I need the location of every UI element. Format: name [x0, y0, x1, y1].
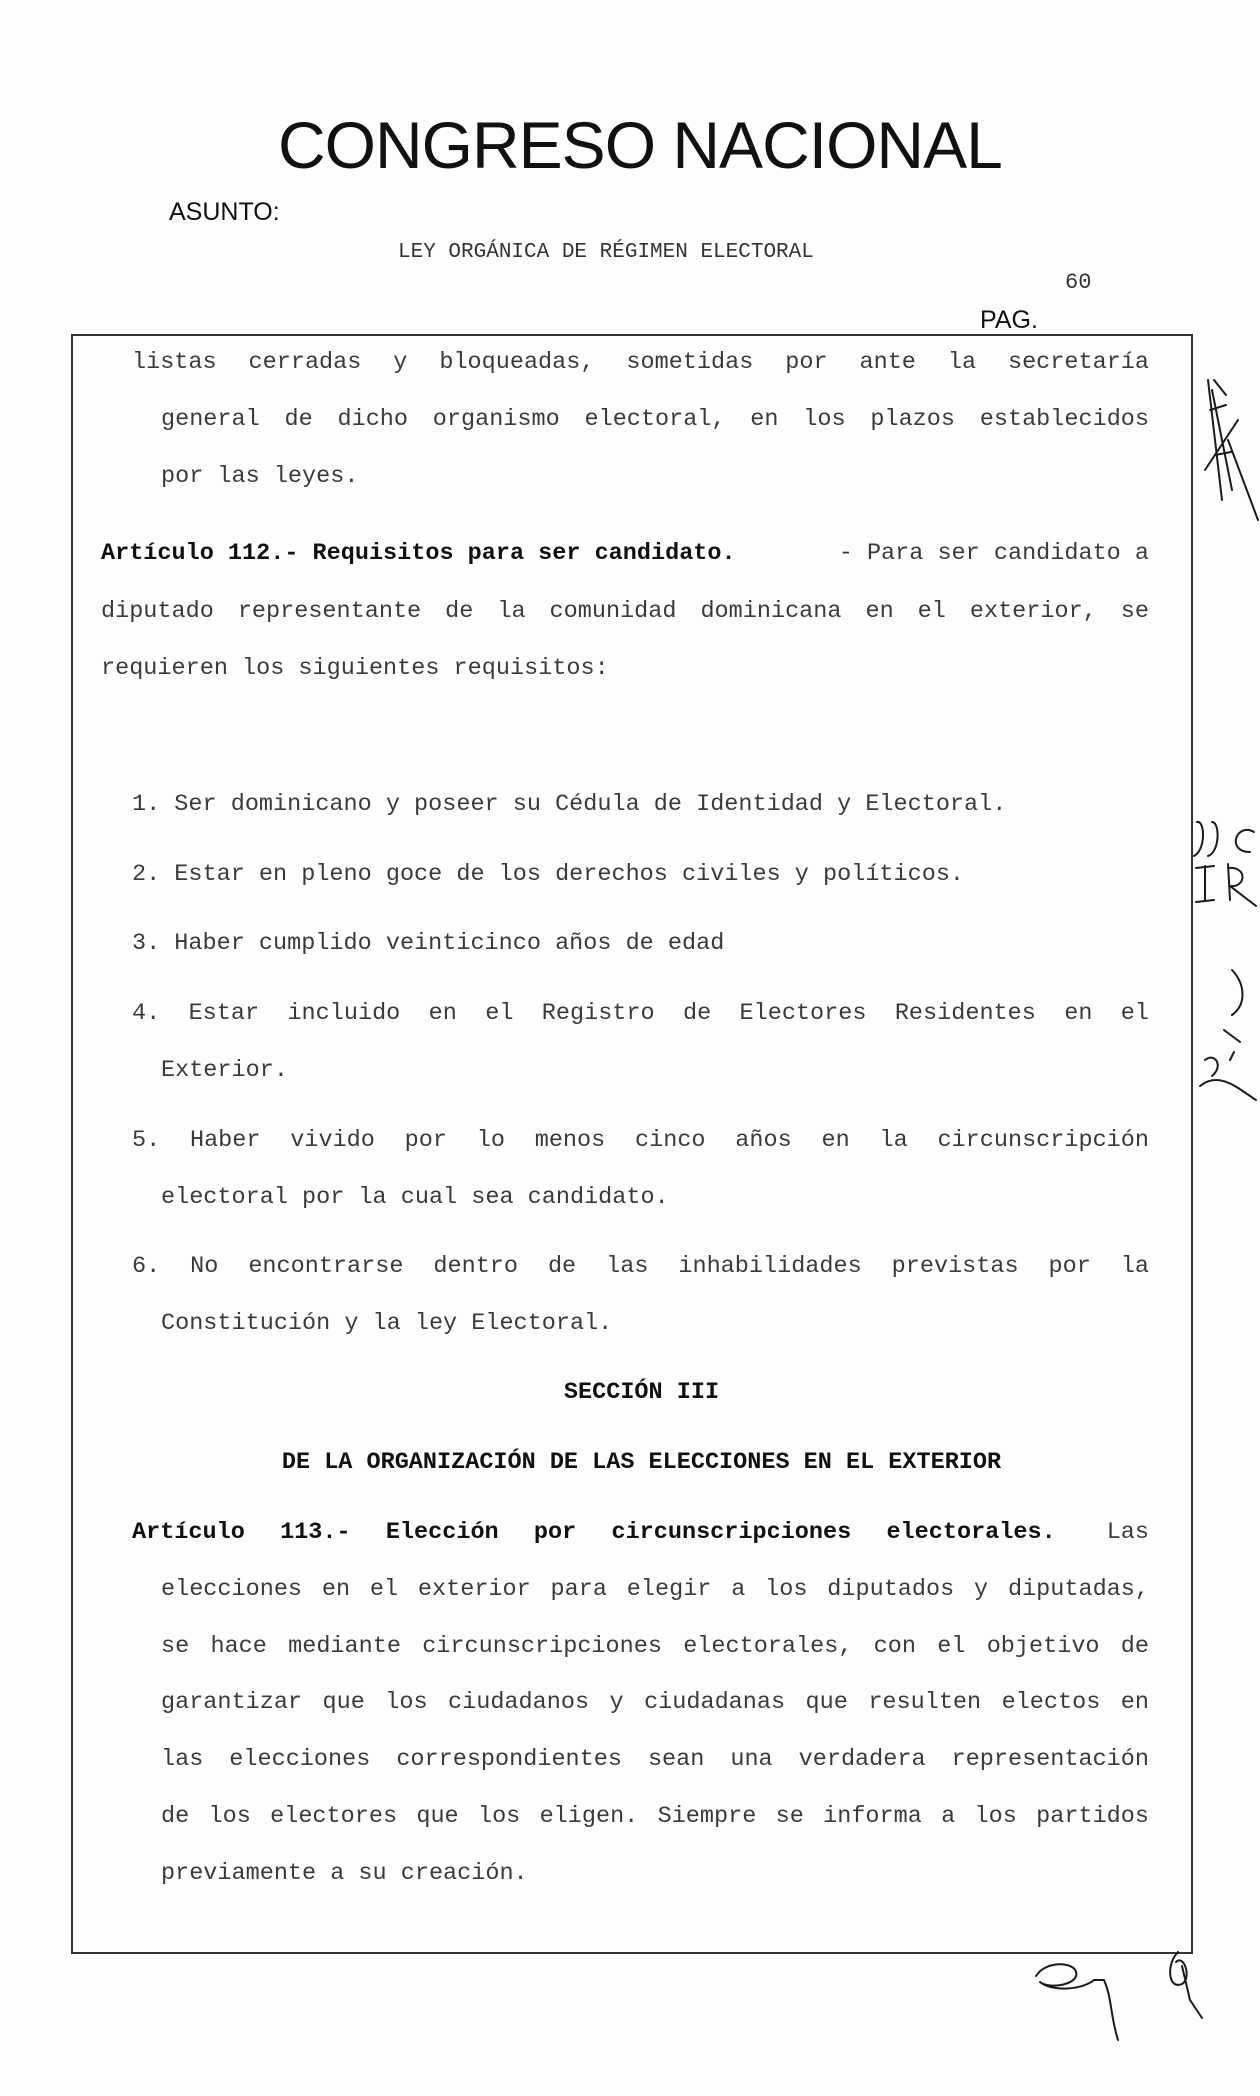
text-line: general de dicho organismo electoral, en los plazos establecidos: [161, 406, 1149, 433]
article-113-heading: Artículo 113.- Elección por circunscripciones electorales.: [132, 1519, 1056, 1546]
text-line: previamente a su creación.: [161, 1860, 528, 1887]
article-112-text: - Para ser candidato a: [838, 540, 1149, 567]
list-item-continuation: electoral por la cual sea candidato.: [161, 1184, 669, 1211]
list-item: 6. No encontrarse dentro de las inhabilidades previstas por la: [132, 1253, 1149, 1280]
article-112-heading: Artículo 112.- Requisitos para ser candidato.: [101, 540, 736, 567]
text-line: diputado representante de la comunidad dominicana en el exterior, se: [101, 598, 1149, 625]
document-title: CONGRESO NACIONAL: [278, 108, 1002, 182]
text-line: se hace mediante circunscripciones electorales, con el objetivo de: [161, 1633, 1149, 1660]
text-line: garantizar que los ciudadanos y ciudadanas que resulten electos en: [161, 1689, 1149, 1716]
section-number: SECCIÓN III: [563, 1379, 720, 1406]
document-subject: LEY ORGÁNICA DE RÉGIMEN ELECTORAL: [398, 241, 814, 264]
text-line: requieren los siguientes requisitos:: [101, 655, 609, 682]
article-113-text: Las: [1106, 1519, 1149, 1546]
section-title: DE LA ORGANIZACIÓN DE LAS ELECCIONES EN EL EXTERIOR: [281, 1449, 1002, 1476]
list-item: 4. Estar incluido en el Registro de Electores Residentes en el: [132, 1000, 1149, 1027]
list-item: 2. Estar en pleno goce de los derechos civiles y políticos.: [132, 861, 965, 888]
asunto-label: ASUNTO:: [169, 198, 280, 226]
initial-mark-bottom: [1036, 1952, 1202, 2040]
text-line: listas cerradas y bloqueadas, sometidas por ante la secretaría: [132, 349, 1149, 376]
initial-mark-top: [1205, 380, 1258, 520]
text-line: las elecciones correspondientes sean una verdadera representación: [161, 1746, 1149, 1773]
list-item-continuation: Constitución y la ley Electoral.: [161, 1310, 613, 1337]
pag-label: PAG.: [980, 306, 1038, 334]
text-line: por las leyes.: [161, 463, 359, 490]
list-item: 5. Haber vivido por lo menos cinco años en la circunscripción: [132, 1127, 1149, 1154]
text-line: de los electores que los eligen. Siempre se informa a los partidos: [161, 1803, 1149, 1830]
initial-mark-jjc: [1194, 822, 1254, 856]
initial-mark-side: [1200, 970, 1256, 1100]
list-item: 3. Haber cumplido veinticinco años de edad: [132, 930, 725, 957]
list-item-continuation: Exterior.: [161, 1057, 288, 1084]
initial-mark-ir: [1196, 864, 1256, 906]
list-item: 1. Ser dominicano y poseer su Cédula de Identidad y Electoral.: [132, 791, 1007, 818]
page-number: 60: [1065, 270, 1092, 295]
text-line: elecciones en el exterior para elegir a los diputados y diputadas,: [161, 1576, 1149, 1603]
